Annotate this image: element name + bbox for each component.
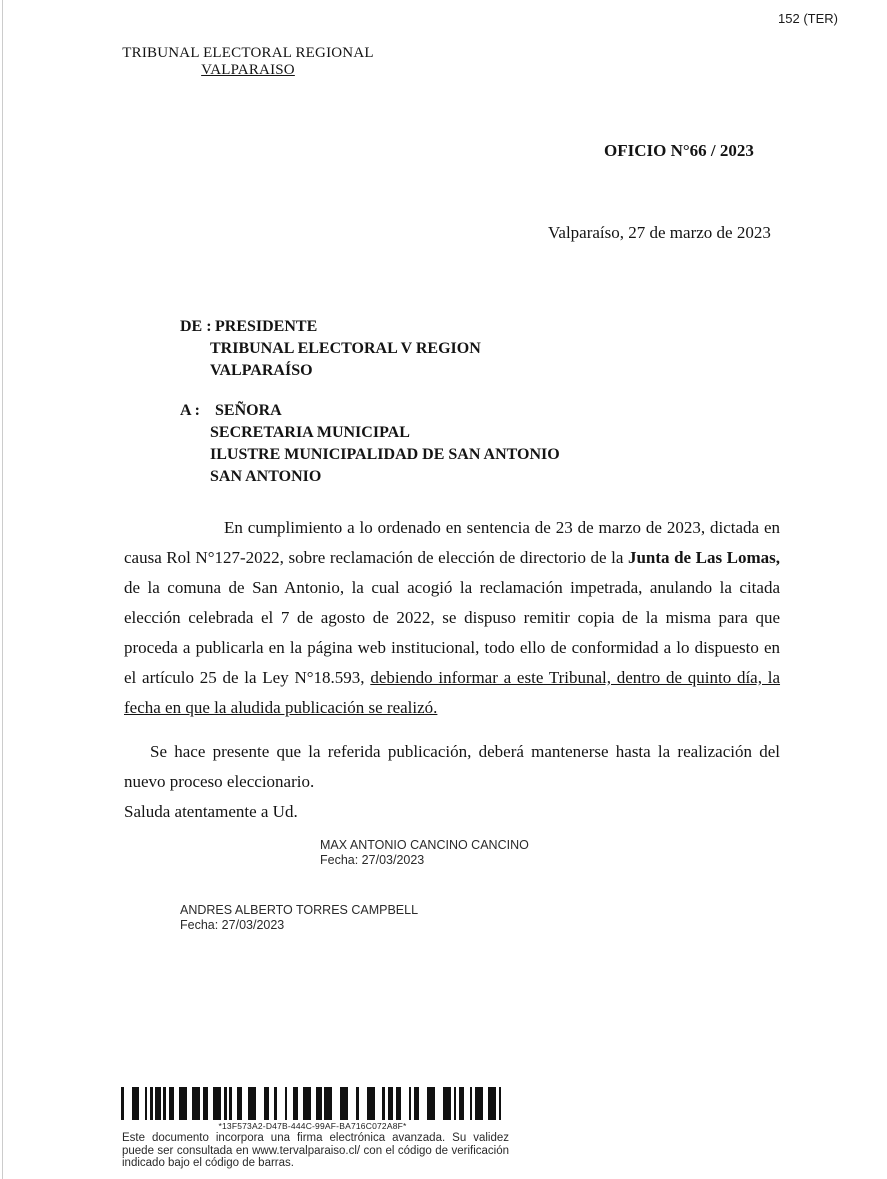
letter-body bbox=[124, 513, 780, 827]
scan-edge-line bbox=[2, 0, 3, 1179]
from-block bbox=[180, 316, 481, 382]
date-line: Valparaíso, 27 de marzo de 2023 bbox=[548, 223, 771, 242]
barcode-image bbox=[121, 1087, 504, 1120]
electronic-signature-notice: Este documento incorpora una firma electrónica avanzada. Su validez puede ser consultada en www.tervalparaiso.cl/ con el código de verificación indicado bajo el código de barras. bbox=[122, 1132, 509, 1169]
body-text-segment-bold: Junta de Las Lomas, bbox=[627, 548, 781, 567]
to-line: SEÑORA bbox=[215, 402, 282, 419]
to-lines bbox=[210, 400, 560, 488]
from-lines bbox=[210, 316, 481, 382]
signer-name: MAX ANTONIO CANCINO CANCINO bbox=[320, 838, 529, 852]
letterhead-org-name: TRIBUNAL ELECTORAL REGIONAL bbox=[122, 45, 374, 61]
signer-name: ANDRES ALBERTO TORRES CAMPBELL bbox=[180, 903, 419, 917]
to-label: A : bbox=[180, 402, 200, 419]
signature-block-president bbox=[320, 838, 529, 867]
to-line: SAN ANTONIO bbox=[210, 468, 322, 485]
body-text-segment: de la comuna de San Antonio, la cual acogió la reclamación impetrada, anulando la citada elección celebrada el 7 de agosto de 2022, se dispuso remitir copia de la misma para que proceda a publicarla en la página web institucional, todo ello de conformidad a lo dispuesto en el artículo 25 de la Ley N°18.593, bbox=[124, 578, 780, 687]
signature-date: Fecha: 27/03/2023 bbox=[320, 852, 425, 867]
to-line: SECRETARIA MUNICIPAL bbox=[210, 424, 410, 441]
from-line: VALPARAÍSO bbox=[210, 362, 313, 379]
body-text-segment: En cumplimiento a lo ordenado en sentencia de 23 de marzo de 2023, dictada en causa Rol N°127-2022, sobre reclamación de elección de directorio de la bbox=[124, 518, 780, 567]
signature-block-secretary bbox=[180, 903, 418, 932]
page-number: 152 (TER) bbox=[778, 11, 838, 26]
barcode-block bbox=[121, 1087, 504, 1131]
from-label: DE : bbox=[180, 318, 212, 335]
letterhead bbox=[112, 45, 384, 79]
oficio-number: OFICIO N°66 / 2023 bbox=[604, 141, 754, 160]
to-line: ILUSTRE MUNICIPALIDAD DE SAN ANTONIO bbox=[210, 446, 560, 463]
body-paragraph-2: Se hace presente que la referida publicación, deberá mantenerse hasta la realización del nuevo proceso eleccionario. bbox=[124, 742, 780, 791]
body-paragraph-1 bbox=[124, 513, 780, 723]
letterhead-region: VALPARAISO bbox=[201, 62, 295, 78]
to-block bbox=[180, 400, 560, 488]
body-text-segment-underlined: debiendo informar a este Tribunal, dentro de quinto día, la fecha en que la aludida publicación se realizó. bbox=[124, 668, 781, 717]
closing-salutation: Saluda atentamente a Ud. bbox=[124, 802, 298, 821]
barcode-verification-code: *13F573A2-D47B-444C-99AF-BA716C072A8F* bbox=[218, 1121, 407, 1131]
signature-date: Fecha: 27/03/2023 bbox=[180, 917, 285, 932]
from-line: PRESIDENTE bbox=[215, 318, 318, 335]
from-line: TRIBUNAL ELECTORAL V REGION bbox=[210, 340, 481, 357]
